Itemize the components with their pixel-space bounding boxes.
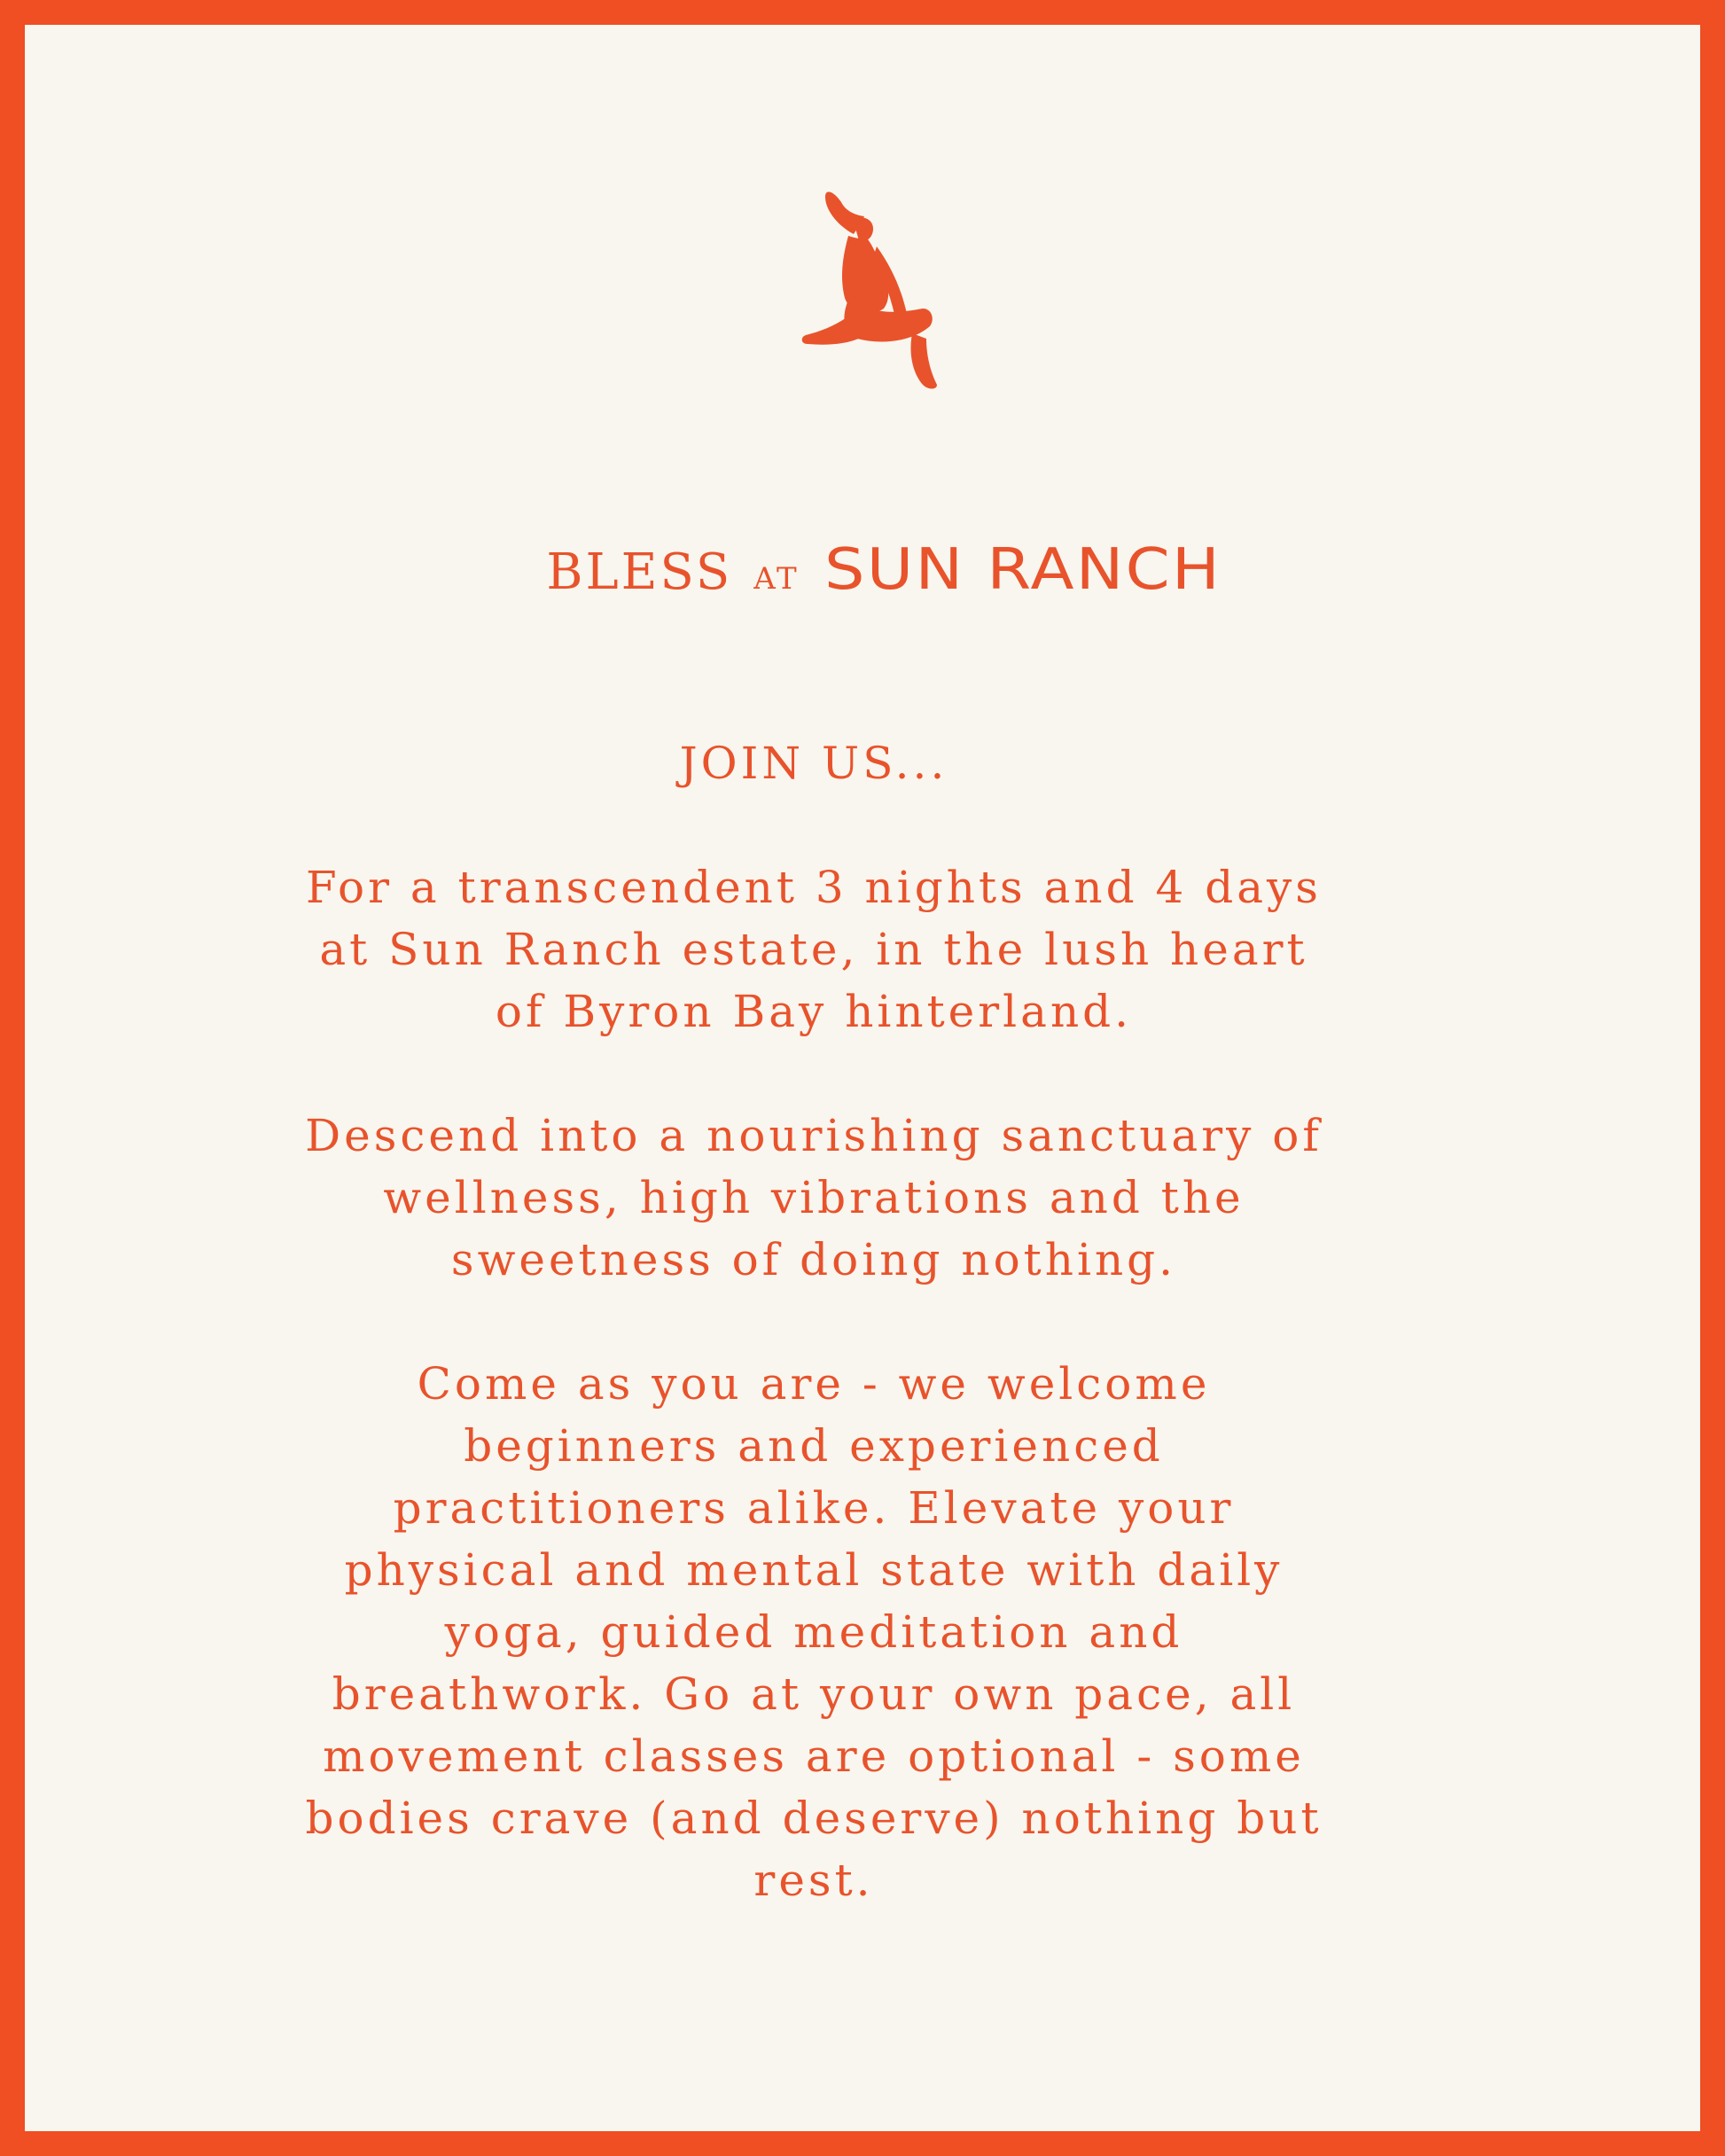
heading: JOIN US... bbox=[679, 738, 948, 789]
paragraph-intro: For a transcendent 3 nights and 4 days at Sun Ranch estate, in the lush heart of Byron Bay hinterland. bbox=[306, 862, 1322, 1037]
brand-bless: BLESS bbox=[546, 543, 733, 601]
paragraph-welcome: Come as you are - we welcome beginners and experienced practitioners alike. Elevate your physical and mental state with daily yoga, guided meditation and breathwork. Go at your own pace, all movement classes are optional - some bodies crave (and deserve) nothing but rest. bbox=[305, 1358, 1323, 1906]
brand-title bbox=[25, 537, 1700, 603]
page-card bbox=[25, 25, 1700, 2131]
seated-figure-icon bbox=[799, 184, 949, 397]
paragraph-sanctuary: Descend into a nourishing sanctuary of wellness, high vibrations and the sweetness of doing nothing. bbox=[305, 1110, 1323, 1285]
brand-at: AT bbox=[753, 561, 800, 597]
brand-sun-ranch: SUN RANCH bbox=[823, 537, 1222, 603]
body-copy bbox=[291, 732, 1337, 1973]
